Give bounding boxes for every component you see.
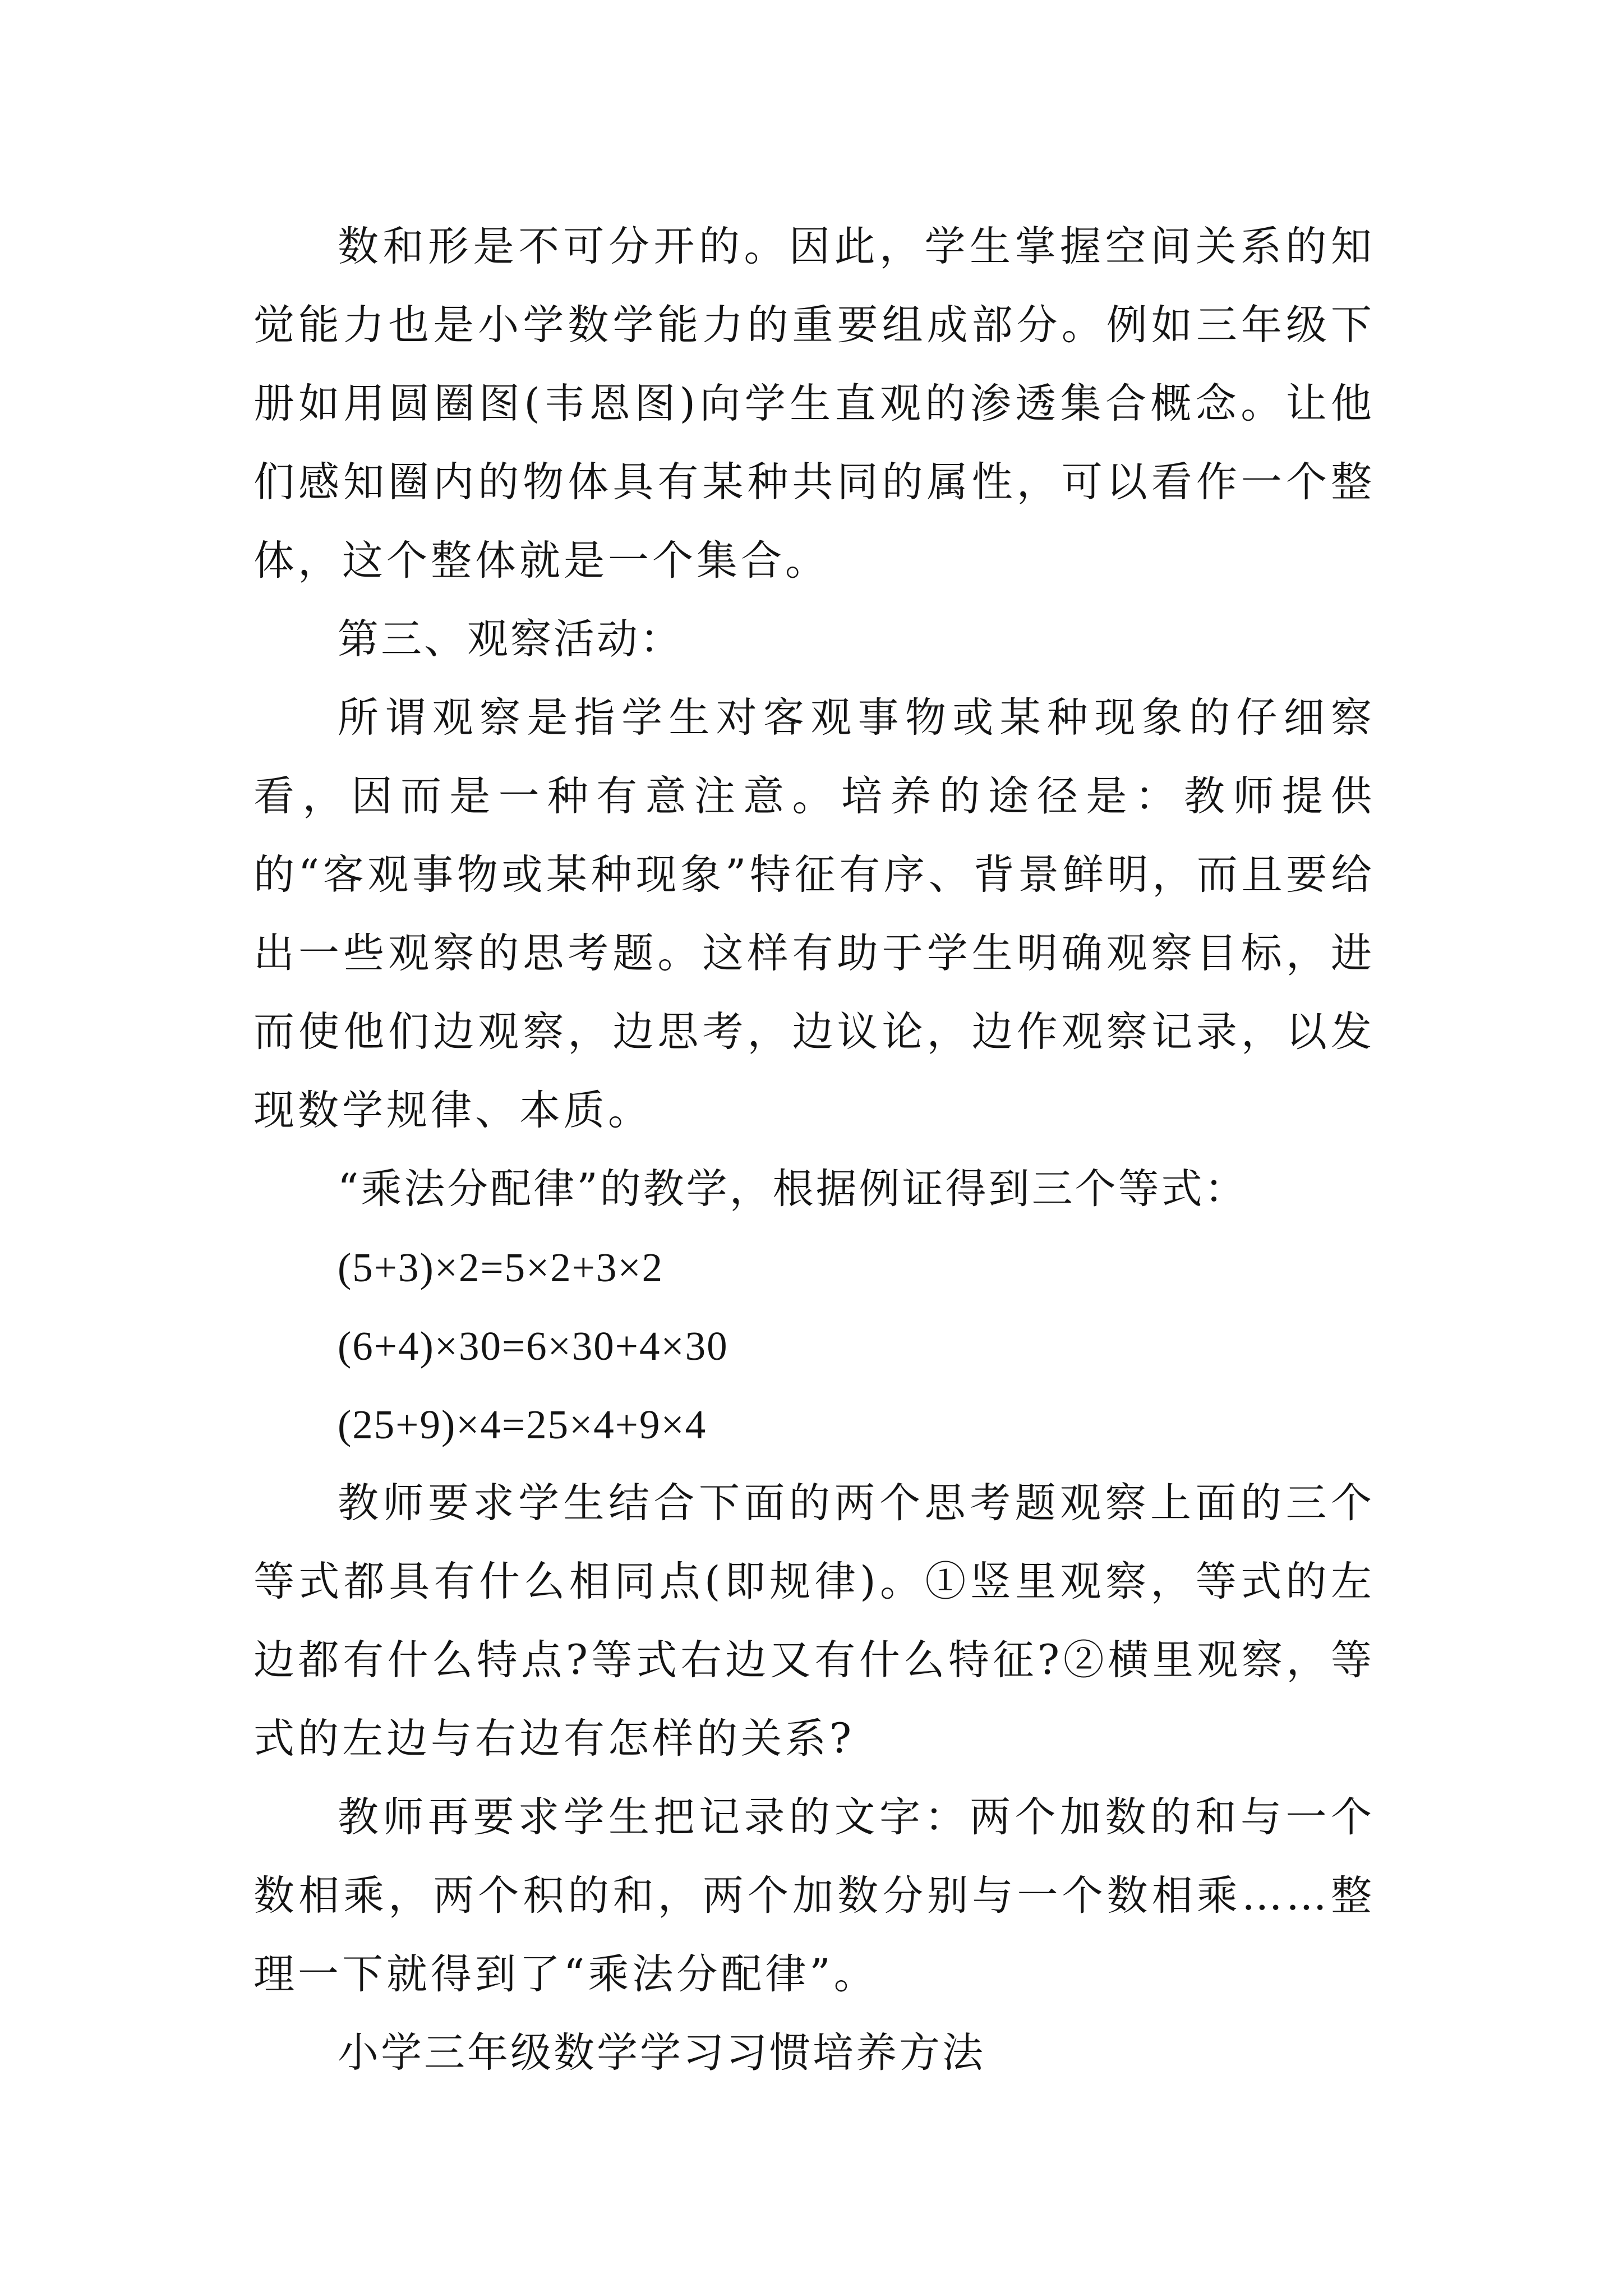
paragraph-thinking-questions: 教师要求学生结合下面的两个思考题观察上面的三个等式都具有什么相同点(即规律)。①竖里观察，等式的左边都有什么特点?等式右边又有什么特征?②横里观察，等式的左边与右边有怎样的关系?: [253, 1479, 1375, 1763]
paragraph-summary: 教师再要求学生把记录的文字：两个加数的和与一个数相乘，两个积的和，两个加数分别与一个数相乘……整理一下就得到了“乘法分配律”。: [253, 1793, 1375, 1998]
section-heading-observation: 第三、观察活动：: [338, 615, 683, 663]
paragraph-set-concept: 数和形是不可分开的。因此，学生掌握空间关系的知觉能力也是小学数学能力的重要组成部分。例如三年级下册如用圆圈图(韦恩图)向学生直观的渗透集合概念。让他们感知圈内的物体具有某种共同的属性，可以看作一个整体，这个整体就是一个集合。: [253, 223, 1375, 585]
equation-3: (25+9)×4=25×4+9×4: [338, 1402, 707, 1447]
equation-2: (6+4)×30=6×30+4×30: [338, 1323, 728, 1369]
equation-1: (5+3)×2=5×2+3×2: [338, 1245, 664, 1290]
document-body: [253, 208, 1375, 2092]
section-heading-habits: 小学三年级数学学习习惯培养方法: [338, 2029, 985, 2077]
paragraph-observation: 所谓观察是指学生对客观事物或某种现象的仔细察看，因而是一种有意注意。培养的途径是：教师提供的“客观事物或某种现象”特征有序、背景鲜明，而且要给出一些观察的思考题。这样有助于学生明确观察目标，进而使他们边观察，边思考，边议论，边作观察记录，以发现数学规律、本质。: [253, 694, 1375, 1134]
paragraph-distributive-intro: “乘法分配律”的教学，根据例证得到三个等式：: [338, 1165, 1248, 1213]
